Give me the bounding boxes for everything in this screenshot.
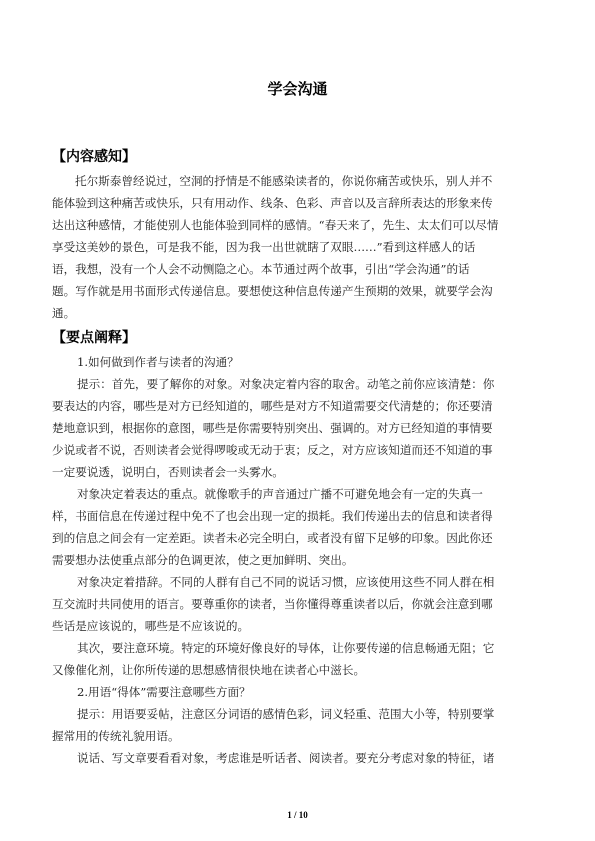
paragraph-line: 题。写作就是用书面形式传递信息。要想使这种信息传递产生预期的效果，就要学会沟 <box>52 284 493 298</box>
paragraph-line: 1.如何做到作者与读者的沟通？ <box>77 355 239 369</box>
paragraph-line: 享受这美妙的景色，可是我不能，因为我一出世就瞎了双眼……”看到这样感人的话 <box>52 240 476 254</box>
paragraph-line: 需要想办法使重点部分的色调更浓，使之更加鲜明、突出。 <box>52 553 354 567</box>
paragraph-line: 又像催化剂，让你所传递的思想感情很快地在读者心中滋长。 <box>52 663 366 677</box>
paragraph-line: 到的信息之间会有一定差距。读者未必完全明白，或者没有留下足够的印象。因此你还 <box>52 531 493 545</box>
paragraph-line: 提示：用语要妥帖，注意区分词语的感情色彩，词义轻重、范围大小等，特别要掌 <box>77 707 495 721</box>
paragraph-line: 能体验到这种痛苦或快乐，只有用动作、线条、色彩、声音以及言辞所表达的形象来传 <box>52 196 493 210</box>
section-heading-key-points: 【要点阐释】 <box>52 330 136 346</box>
page-number: 1 / 10 <box>287 810 308 820</box>
paragraph-line: 其次，要注意环境。特定的环境好像良好的导体，让你要传递的信息畅通无阻；它 <box>77 641 495 655</box>
paragraph-line: 互交流时共同使用的语言。要尊重你的读者，当你懂得尊重读者以后，你就会注意到哪 <box>52 597 493 611</box>
paragraph-line: 些话是应该说的，哪些是不应该说的。 <box>52 619 250 633</box>
paragraph-line: 托尔斯泰曾经说过，空洞的抒情是不能感染读者的，你说你痛苦或快乐，别人并不 <box>75 174 493 188</box>
paragraph-line: 要表达的内容，哪些是对方已经知道的，哪些是对方不知道需要交代清楚的；你还要清 <box>52 399 493 413</box>
paragraph-line: 楚地意识到，根据你的意图，哪些是你需要特别突出、强调的。对方已经知道的事情要 <box>52 421 493 435</box>
paragraph-line: 样，书面信息在传递过程中免不了也会出现一定的损耗。我们传递出去的信息和读者得 <box>52 509 493 523</box>
paragraph-line: 握常用的传统礼貌用语。 <box>52 729 180 743</box>
section-heading-content-perception: 【内容感知】 <box>52 149 136 165</box>
paragraph-line: 一定要说透，说明白，否则读者会一头雾水。 <box>52 465 284 479</box>
paragraph-line: 通。 <box>52 306 76 320</box>
paragraph-line: 语，我想，没有一个人会不动恻隐之心。本节通过两个故事，引出“学会沟通”的话 <box>52 262 470 276</box>
paragraph-line: 对象决定着措辞。不同的人群有自己不同的说话习惯，应该使用这些不同人群在相 <box>77 575 495 589</box>
paragraph-line: 达出这种感情，才能使别人也能体验到同样的感情。“春天来了，先生、太太们可以尽情 <box>52 218 499 232</box>
paragraph-line: 提示：首先，要了解你的对象。对象决定着内容的取舍。动笔之前你应该清楚：你 <box>77 377 495 391</box>
paragraph-line: 少说或者不说，否则读者会觉得啰唆或无动于衷；反之，对方应该知道而还不知道的事 <box>52 443 493 457</box>
paragraph-line: 对象决定着表达的重点。就像歌手的声音通过广播不可避免地会有一定的失真一 <box>77 487 483 501</box>
paragraph-line: 2.用语“得体”需要注意哪些方面？ <box>77 685 251 699</box>
page-title: 学会沟通 <box>267 80 328 98</box>
paragraph-line: 说话、写文章要看看对象，考虑谁是听话者、阅读者。要充分考虑对象的特征，诸 <box>77 751 495 765</box>
